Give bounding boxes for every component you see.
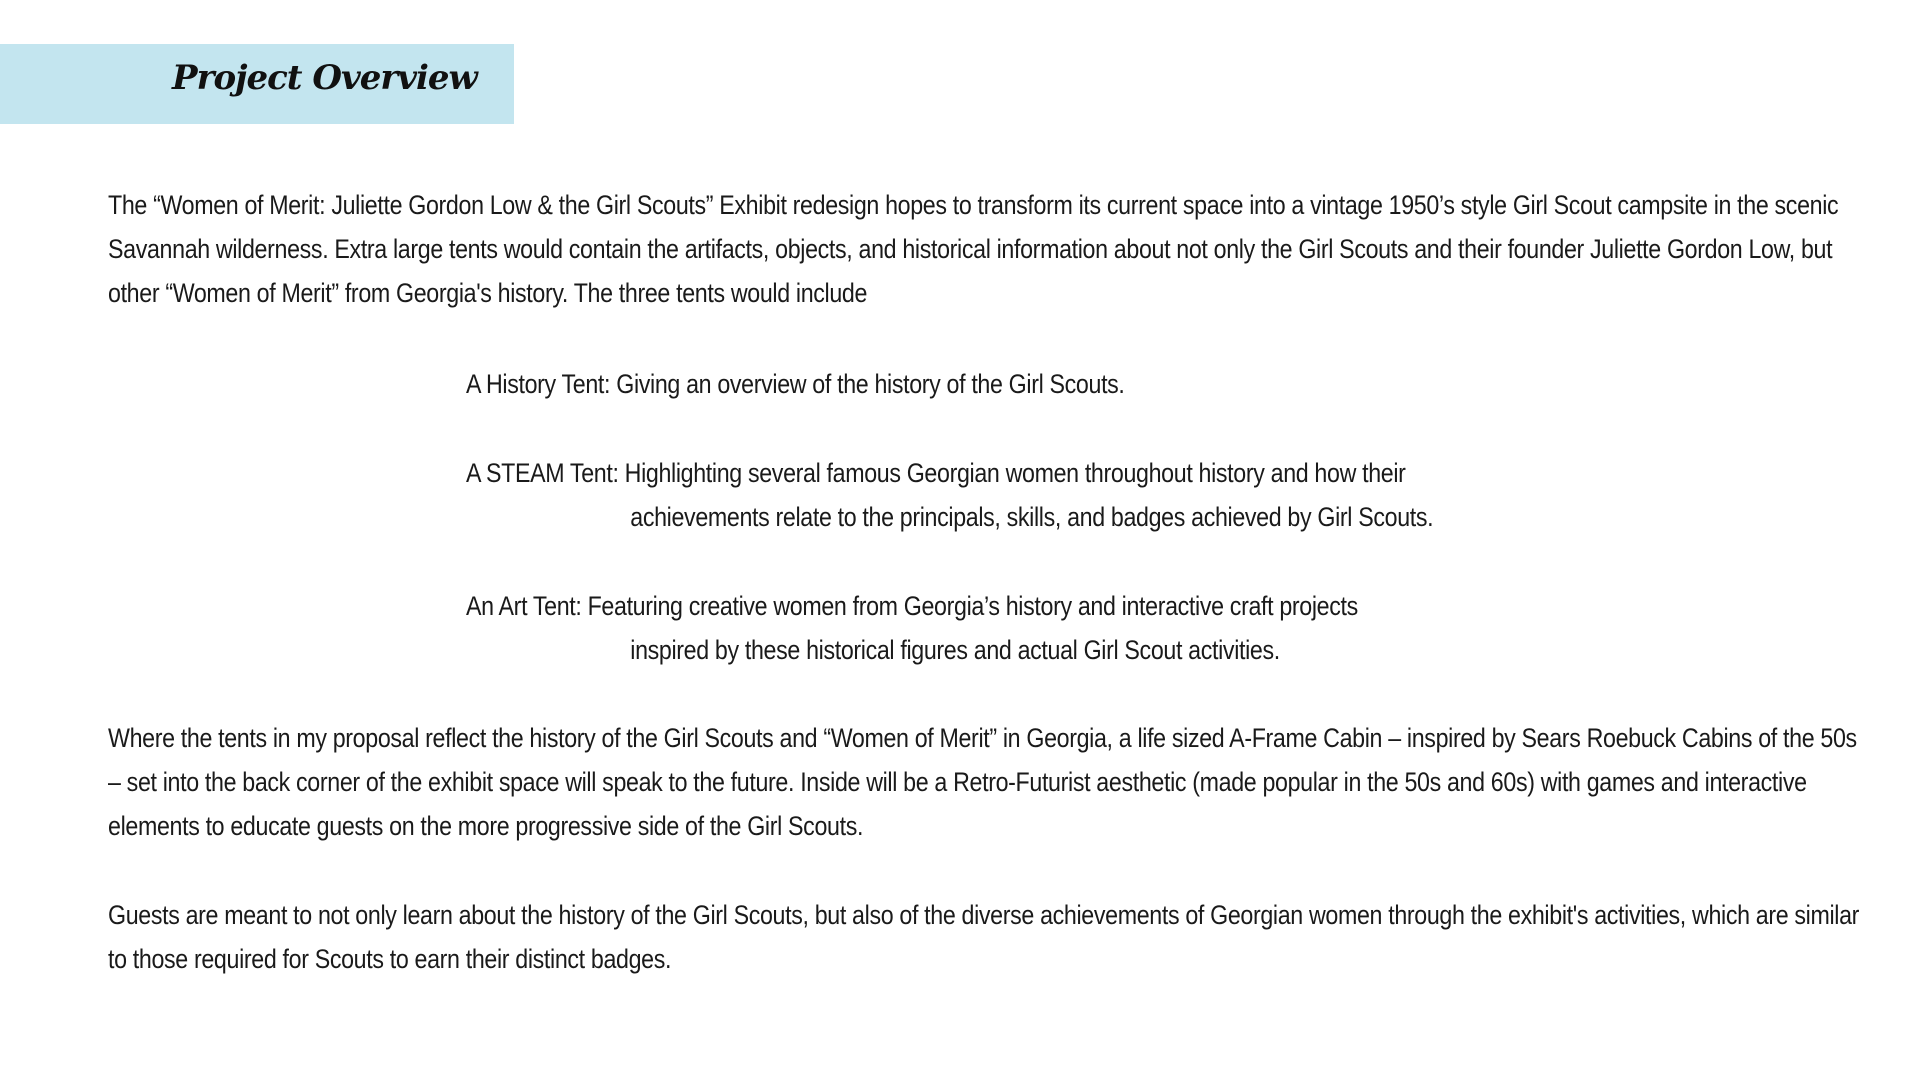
tent-history-line1: A History Tent: Giving an overview of the history of the Girl Scouts. <box>466 369 1125 399</box>
page-title: Project Overview <box>172 58 477 98</box>
tent-art-line1: An Art Tent: Featuring creative women from Georgia’s history and interactive craft projects <box>466 591 1358 621</box>
tent-art-line2: inspired by these historical figures and actual Girl Scout activities. <box>630 635 1280 665</box>
cabin-paragraph: Where the tents in my proposal reflect the history of the Girl Scouts and “Women of Merit” in Georgia, a life sized A-Frame Cabin – inspired by Sears Roebuck Cabins of the 50s – set into the back corner of the exhibit space will speak to the future. Inside will be a Retro-Futurist aesthetic (made popular in the 50s and 60s) with games and interactive elements to educate guests on the more progressive side of the Girl Scouts. <box>108 723 1857 841</box>
tent-steam-line1: A STEAM Tent: Highlighting several famous Georgian women throughout history and how their <box>466 458 1406 488</box>
tent-item-art <box>466 584 1358 672</box>
intro-paragraph: The “Women of Merit: Juliette Gordon Low & the Girl Scouts” Exhibit redesign hopes to transform its current space into a vintage 1950’s style Girl Scout campsite in the scenic Savannah wilderness. Extra large tents would contain the artifacts, objects, and historical information about not only the Girl Scouts and their founder Juliette Gordon Low, but other “Women of Merit” from Georgia's history. The three tents would include <box>108 190 1839 308</box>
tent-item-steam <box>466 451 1433 539</box>
tent-item-history <box>466 362 1125 406</box>
tent-steam-line2: achievements relate to the principals, skills, and badges achieved by Girl Scouts. <box>630 502 1434 532</box>
closing-paragraph: Guests are meant to not only learn about the history of the Girl Scouts, but also of the diverse achievements of Georgian women through the exhibit's activities, which are similar to those required for Scouts to earn their distinct badges. <box>108 900 1860 974</box>
